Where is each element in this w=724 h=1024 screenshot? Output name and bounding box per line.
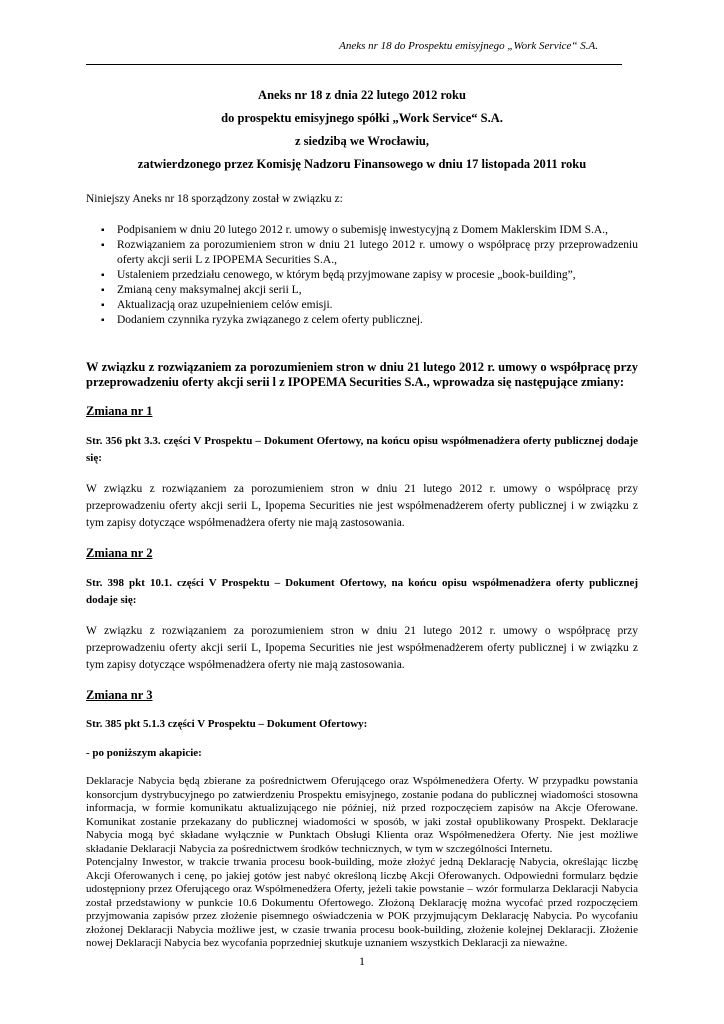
page-number: 1 bbox=[359, 954, 365, 968]
change-1-text: W związku z rozwiązaniem za porozumieniem stron w dniu 21 lutego 2012 r. umowy o współpracę przy przeprowadzeniu oferty akcji serii L, Ipopema Securities nie jest współmenadżerem oferty publicznej i w związku z tym zapisy dotyczące współmenadżera oferty nie mają zastosowania. bbox=[86, 483, 638, 529]
list-item bbox=[101, 313, 638, 328]
reason-text: ▪ Ustaleniem przedziału cenowego, w którym będą przyjmowane zapisy w procesie „book-building”, bbox=[117, 269, 576, 281]
change-3-section bbox=[86, 688, 638, 951]
running-header: Aneks nr 18 do Prospektu emisyjnego „Work Service“ S.A. bbox=[339, 40, 598, 52]
change-3-reference: Str. 385 pkt 5.1.3 części V Prospektu – Dokument Ofertowy: bbox=[86, 718, 368, 730]
change-3-paragraph-1: Deklaracje Nabycia będą zbierane za pośrednictwem Oferującego oraz Współmenedżera Oferty. W przypadku powstania konsorcjum dystrybucyjnego po zatwierdzeniu Prospektu emisyjnego, zostanie podana do publicznej wiadomości stosowna informacja, w formie komunikatu aktualizującego nie później, niż przed rozpoczęciem zapisów na Akcje Oferowane. Komunikat zostanie przekazany do publicznej wiadomości w sposób, w jaki został opublikowany Prospekt. Deklaracje Nabycia mogą być składane wyłącznie w Punktach Obsługi Klienta oraz Współmenedżera Oferty. Nie jest możliwe składanie Deklaracji Nabycia za pośrednictwem środków technicznych, w tym w szczególności Internetu. bbox=[86, 775, 638, 855]
header-divider bbox=[86, 64, 622, 65]
document-title bbox=[86, 84, 638, 176]
change-3-quoted-text bbox=[86, 775, 638, 951]
reason-text: ▪ Dodaniem czynnika ryzyka związanego z celem oferty publicznej. bbox=[117, 314, 423, 326]
change-1-title: Zmiana nr 1 bbox=[86, 404, 153, 418]
list-item bbox=[101, 298, 638, 313]
reasons-list bbox=[86, 223, 638, 328]
title-line-2: do prospektu emisyjnego spółki „Work Service“ S.A. bbox=[221, 111, 503, 125]
reason-text: ▪ Zmianą ceny maksymalnej akcji serii L, bbox=[117, 284, 302, 296]
change-2-text: W związku z rozwiązaniem za porozumieniem stron w dniu 21 lutego 2012 r. umowy o współpracę przy przeprowadzeniu oferty akcji serii L, Ipopema Securities nie jest współmenadżerem oferty publicznej i w związku z tym zapisy dotyczące współmenadżera oferty nie mają zastosowania. bbox=[86, 625, 638, 671]
change-1-section bbox=[86, 404, 638, 532]
title-line-3: z siedzibą we Wrocławiu, bbox=[294, 134, 430, 148]
change-2-title: Zmiana nr 2 bbox=[86, 546, 153, 560]
change-3-title: Zmiana nr 3 bbox=[86, 688, 153, 702]
title-line-1: Aneks nr 18 z dnia 22 lutego 2012 roku bbox=[258, 88, 466, 102]
main-heading: W związku z rozwiązaniem za porozumieniem stron w dniu 21 lutego 2012 r. umowy o współpracę przy przeprowadzeniu oferty akcji serii l z IPOPEMA Securities S.A., wprowadza się następujące zmiany: bbox=[86, 360, 638, 389]
change-3-subheading: - po poniższym akapicie: bbox=[86, 747, 202, 759]
list-item bbox=[101, 238, 638, 268]
reason-text: ▪ Aktualizacją oraz uzupełnieniem celów emisji. bbox=[117, 299, 333, 311]
title-line-4: zatwierdzonego przez Komisję Nadzoru Finansowego w dniu 17 listopada 2011 roku bbox=[137, 157, 587, 171]
list-item bbox=[101, 268, 638, 283]
reason-text: ▪ Rozwiązaniem za porozumieniem stron w dniu 21 lutego 2012 r. umowy o współpracę przy przeprowadzeniu oferty akcji serii L z IPOPEMA Securities S.A., bbox=[117, 239, 638, 266]
list-item bbox=[101, 223, 638, 238]
change-2-reference: Str. 398 pkt 10.1. części V Prospektu – Dokument Ofertowy, na końcu opisu współmenadżera oferty publicznej dodaje się: bbox=[86, 577, 638, 606]
change-2-section bbox=[86, 546, 638, 674]
change-3-paragraph-2: Potencjalny Inwestor, w trakcie trwania procesu book-building, może złożyć jedną Deklarację Nabycia, określając liczbę Akcji Oferowanych i cenę, po jakiej gotów jest nabyć określoną liczbę Akcji Oferowanych. Odpowiedni formularz będzie udostępniony przez Oferującego oraz Współmenedżera Oferty, jeżeli takie powstanie – wzór formularza Deklaracji Nabycia został przedstawiony w punkcie 10.6 Dokumentu Ofertowego. Złożoną Deklarację można wycofać przed rozpoczęciem przyjmowania zapisów przez złożenie pisemnego oświadczenia w POK przyjmującym Deklarację Nabycia. Po wycofaniu złożonej Deklaracji Nabycia możliwe jest, w czasie trwania procesu book-building, złożenie kolejnej Deklaracji. Złożenie nowej Deklaracji Nabycia bez wycofania poprzedniej skutkuje uznaniem wszystkich Deklaracji za nieważne. bbox=[86, 856, 638, 949]
change-1-reference: Str. 356 pkt 3.3. części V Prospektu – Dokument Ofertowy, na końcu opisu współmenadżera oferty publicznej dodaje się: bbox=[86, 435, 638, 464]
reason-text: ▪ Podpisaniem w dniu 20 lutego 2012 r. umowy o subemisję inwestycyjną z Domem Maklerskim IDM S.A., bbox=[117, 224, 608, 236]
list-item bbox=[101, 283, 638, 298]
intro-text: Niniejszy Aneks nr 18 sporządzony został w związku z: bbox=[86, 193, 343, 205]
document-body bbox=[86, 84, 638, 951]
